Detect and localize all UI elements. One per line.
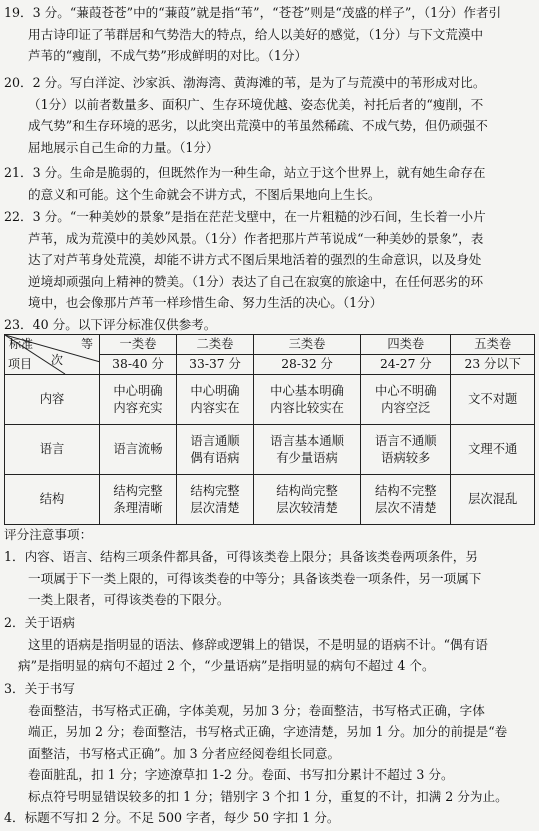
cell-line: 有少量语病 [276, 450, 338, 465]
answer-line: 达了对芦苇身处荒漠，却能不讲方式不图后果地活着的强烈的生命意识，以及身处 [28, 252, 482, 267]
cell-line: 条理清晰 [113, 500, 163, 515]
level-score: 28-32 分 [254, 355, 361, 375]
cell-line: 层次清楚 [190, 500, 240, 515]
cell-line: 偶有语病 [190, 450, 240, 465]
cell-line: 中心基本明确 [270, 383, 344, 398]
table-cell [451, 375, 535, 425]
cell-line: 内容比较实在 [270, 400, 344, 415]
level-score: 33-37 分 [177, 355, 254, 375]
answer-line: 22．3 分。“一种美妙的景象”是指在茫茫戈壁中，在一片粗糙的沙石间，生长着一小片 [4, 209, 486, 224]
corner-label-item: 项目 [8, 357, 33, 371]
cell-line: 层次不清楚 [375, 500, 437, 515]
table-cell [254, 475, 361, 525]
row-item: 内容 [5, 375, 100, 425]
table-cell [100, 375, 177, 425]
table-cell [254, 425, 361, 475]
note-line: 一类上限者，可得该类卷的下限分。 [28, 592, 230, 607]
note-line: 这里的语病是指明显的语法、修辞或逻辑上的错误，不是明显的语病不计。“偶有语 [28, 636, 488, 652]
table-row [5, 375, 535, 425]
row-item: 结构 [5, 475, 100, 525]
table-cell [451, 475, 535, 525]
table-row [5, 475, 535, 525]
answer-19 [4, 2, 535, 67]
note-line: 卷面整洁，书写格式正确，字体美观，另加 3 分；卷面整洁，书写格式正确，字体 [28, 702, 485, 718]
cell-line: 结构尚完整 [276, 483, 338, 498]
answer-line: 屈地展示自己生命的力量。（1分） [28, 139, 219, 155]
level-name: 五类卷 [451, 335, 535, 355]
cell-line: 结构完整 [113, 483, 163, 498]
table-cell [177, 375, 254, 425]
cell-line: 文理不通 [468, 442, 518, 456]
table-row [5, 425, 535, 475]
answer-line: 成气势”和生存环境的恶劣，以此突出荒漠中的苇虽然稀疏、不成气势，但仍顽强不 [28, 118, 488, 133]
corner-label-grade: 等 [80, 337, 93, 351]
note-2 [4, 612, 535, 677]
scoring-table [4, 334, 535, 525]
answer-line: 芦苇的“瘦削，不成气势”形成鲜明的对比。（1分） [28, 48, 308, 63]
notes-title: 评分注意事项： [4, 527, 93, 542]
note-line: 病”是指明显的病句不超过 2 个，“少量语病”是指明显的病句不超过 4 个。 [18, 658, 435, 673]
note-line: 一项属于下一类上限的，可得该类卷的中等分；具备该类卷一项条件，另一项属下 [28, 570, 482, 586]
answer-line: 21．3 分。生命是脆弱的，但既然作为一种生命，站立于这个世界上，就有她生命存在 [4, 165, 486, 180]
cell-line: 中心明确 [113, 383, 163, 398]
cell-line: 语言通顺 [190, 433, 240, 448]
cell-line: 语病较多 [381, 450, 431, 465]
level-score: 24-27 分 [361, 355, 451, 375]
row-item: 语言 [5, 425, 100, 475]
answer-line: 用古诗印证了苇群居和气势浩大的特点，给人以美好的感觉，（1分）与下文荒漠中 [28, 26, 484, 42]
table-cell [361, 375, 451, 425]
answer-line: 的意义和可能。这个生命就会不讲方式，不图后果地向上生长。 [28, 186, 381, 202]
answer-20 [4, 72, 535, 158]
table-cell [451, 425, 535, 475]
note-4 [4, 807, 535, 829]
cell-line: 内容实在 [190, 400, 240, 415]
cell-line: 结构不完整 [375, 483, 437, 498]
answer-line: 20．2 分。写白洋淀、沙家浜、渤海湾、黄海滩的苇，是为了与荒漠中的苇形成对比。 [4, 75, 486, 90]
cell-line: 文不对题 [468, 392, 518, 406]
table-cell [100, 475, 177, 525]
note-line: 端正，另加 2 分；卷面整洁，书写格式正确，字迹清楚，另加 1 分。加分的前提是“卷 [28, 724, 508, 739]
answer-line: 境中，也会像那片芦苇一样珍惜生命、努力生活的决心。（1分） [28, 295, 383, 310]
cell-line: 语言不通顺 [375, 433, 437, 448]
table-cell [254, 375, 361, 425]
corner-label-level: 次 [51, 353, 64, 367]
note-3 [4, 678, 535, 807]
note-line: 卷面脏乱，扣 1 分；字迹潦草扣 1-2 分。卷面、书写扣分累计不超过 3 分。 [28, 767, 454, 782]
table-cell [100, 425, 177, 475]
cell-line: 内容空泛 [381, 400, 431, 415]
level-score: 23 分以下 [451, 355, 535, 375]
cell-line: 结构完整 [190, 483, 240, 498]
table-cell [361, 425, 451, 475]
level-name: 一类卷 [100, 335, 177, 355]
table-cell [177, 425, 254, 475]
answer-line: 19．3 分。“蒹葭苍苍”中的“蒹葭”就是指“苇”，“苍苍”则是“茂盛的样子”，（1分）作者引 [4, 5, 502, 20]
cell-line: 语言流畅 [113, 442, 163, 456]
level-name: 四类卷 [361, 335, 451, 355]
cell-line: 中心明确 [190, 383, 240, 398]
note-line: 4．标题不写扣 2 分。不足 500 字者，每少 50 字扣 1 分。 [4, 810, 340, 825]
note-line: 1．内容、语言、结构三项条件都具备，可得该类卷上限分；具备该类卷两项条件，另 [4, 549, 478, 564]
cell-line: 中心不明确 [375, 383, 437, 398]
cell-line: 语言基本通顺 [270, 433, 344, 448]
level-score: 38-40 分 [100, 355, 177, 375]
answer-22 [4, 206, 535, 314]
note-line: 3．关于书写 [4, 681, 75, 696]
note-line: 标点符号明显错误较多的扣 1 分；错别字 3 个扣 1 分，重复的不计，扣满 2 分为止。 [28, 788, 508, 804]
cell-line: 内容充实 [113, 400, 163, 415]
level-name: 二类卷 [177, 335, 254, 355]
table-cell [361, 475, 451, 525]
note-line: 面整洁，书写格式正确”。加 3 分者应经阅卷组长同意。 [28, 745, 341, 761]
answer-line: 芦苇，成为荒漠中的美妙风景。（1分）作者把那片芦苇说成“一种美妙的景象”，表 [28, 230, 484, 246]
table-corner-header [5, 335, 100, 375]
level-name: 三类卷 [254, 335, 361, 355]
cell-line: 层次混乱 [468, 492, 518, 506]
note-1 [4, 546, 535, 611]
answer-line: （1分）以前者数量多、面积广、生存环境优越、姿态优美，衬托后者的“瘦削，不 [28, 96, 484, 112]
cell-line: 层次较清楚 [276, 500, 338, 515]
note-line: 2．关于语病 [4, 615, 75, 630]
corner-label-standard: 标准 [9, 337, 34, 351]
answer-21 [4, 162, 535, 205]
table-cell [177, 475, 254, 525]
answer-line: 逆境却顽强向上精神的赞美。（1分）表达了自己在寂寞的旅途中，在任何恶劣的环 [28, 273, 484, 289]
answer-23-heading: 23．40 分。以下评分标准仅供参考。 [4, 317, 217, 332]
